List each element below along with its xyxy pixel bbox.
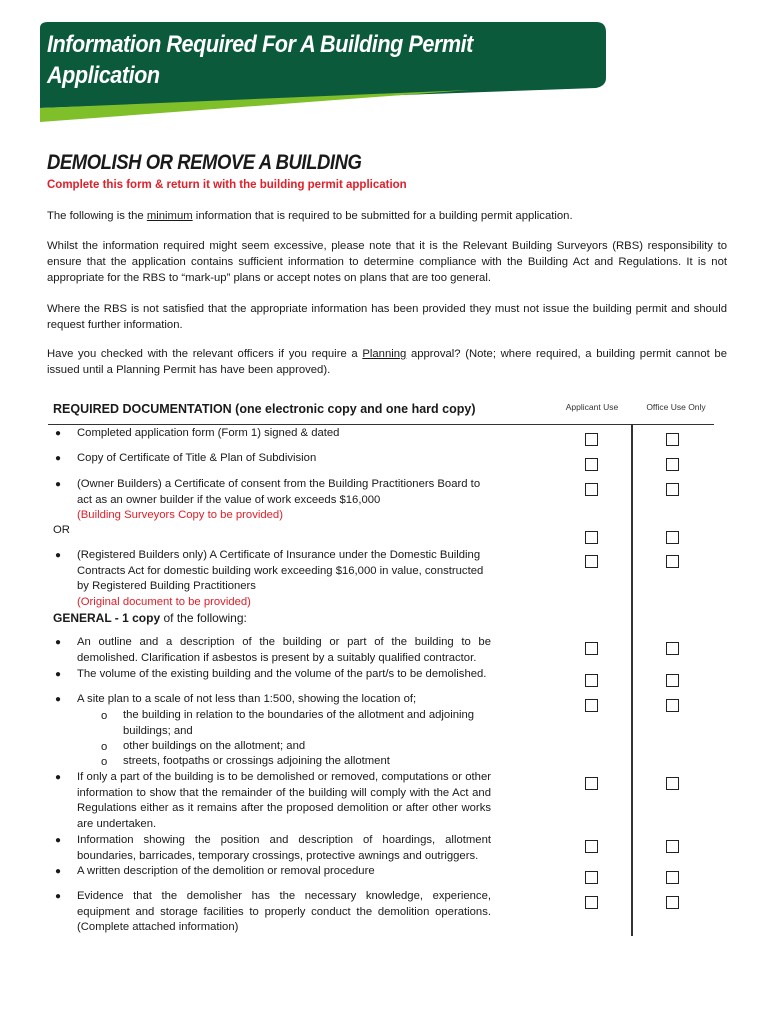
general-outline: An outline and a description of the building or part of the building to be demolished. Clarification if asbestos is present by a suitably qualified contractor.	[77, 636, 491, 664]
office-checkbox-site-plan[interactable]	[666, 699, 679, 712]
applicant-checkbox-outline[interactable]	[585, 642, 598, 655]
intro-paragraph-2: Whilst the information required might seem excessive, please note that it is the Relevant Building Surveyors (RBS) responsibility to ensure that the application contains sufficient information to determine compliance with the Building Act and Regulations. It is not appropriate for the RBS to “mark-up” plans or accept notes on plans that are too general.	[47, 240, 727, 284]
bullet-icon: ●	[55, 453, 62, 464]
item-title-copy: Copy of Certificate of Title & Plan of Subdivision	[77, 452, 317, 464]
general-volume: The volume of the existing building and the volume of the part/s to be demolished.	[77, 668, 487, 680]
applicant-checkbox-hoardings[interactable]	[585, 840, 598, 853]
applicant-checkbox-evidence[interactable]	[585, 896, 598, 909]
page-title-line1: Information Required For A Building Permit	[47, 31, 473, 58]
general-procedure: A written description of the demolition or removal procedure	[77, 865, 375, 877]
section-title: DEMOLISH OR REMOVE A BUILDING	[47, 151, 362, 174]
general-evidence: Evidence that the demolisher has the necessary knowledge, experience, equipment and storage facilities to properly conduct the demolition operations. (Complete attached information)	[77, 890, 491, 933]
bullet-icon: ●	[55, 694, 62, 705]
sub-bullet-icon: o	[101, 741, 108, 753]
page-title-line2: Application	[47, 62, 160, 89]
required-documentation-heading: REQUIRED DOCUMENTATION (one electronic copy and one hard copy)	[53, 402, 476, 416]
bullet-icon: ●	[55, 835, 62, 846]
col-office-use: Office Use Only	[646, 402, 706, 412]
office-checkbox-title[interactable]	[666, 458, 679, 471]
general-site-plan: A site plan to a scale of not less than 1:500, showing the location of;	[77, 693, 417, 705]
intro-paragraph-1: The following is the minimum information that is required to be submitted for a building permit application.	[47, 210, 573, 222]
planning-underlined: Planning	[362, 348, 407, 360]
office-checkbox-volume[interactable]	[666, 674, 679, 687]
applicant-checkbox-title[interactable]	[585, 458, 598, 471]
sub-bullet-icon: o	[101, 756, 108, 768]
sub-bullet-icon: o	[101, 710, 108, 722]
applicant-checkbox-site-plan[interactable]	[585, 699, 598, 712]
site-plan-other-buildings: other buildings on the allotment; and	[123, 740, 306, 752]
bullet-icon: ●	[55, 891, 62, 902]
bullet-icon: ●	[55, 479, 62, 490]
applicant-checkbox-computations[interactable]	[585, 777, 598, 790]
item-owner-builder-note: (Building Surveyors Copy to be provided)	[77, 509, 283, 521]
general-computations: If only a part of the building is to be demolished or removed, computations or other information to show that the remainder of the building will comply with the Act and Regulations either as it remains after the proposed demolition or after other works are undertaken.	[77, 771, 491, 830]
applicant-checkbox-or[interactable]	[585, 531, 598, 544]
applicant-checkbox-owner-builder[interactable]	[585, 483, 598, 496]
bullet-icon: ●	[55, 550, 62, 561]
site-plan-streets: streets, footpaths or crossings adjoining the allotment	[123, 755, 390, 767]
bullet-icon: ●	[55, 428, 62, 439]
office-checkbox-procedure[interactable]	[666, 871, 679, 884]
office-checkbox-owner-builder[interactable]	[666, 483, 679, 496]
item-registered-builder-note: (Original document to be provided)	[77, 596, 251, 608]
applicant-checkbox-volume[interactable]	[585, 674, 598, 687]
intro-paragraph-3: Where the RBS is not satisfied that the appropriate information has been provided they must not issue the building permit and should request further information.	[47, 303, 727, 331]
office-checkbox-hoardings[interactable]	[666, 840, 679, 853]
office-checkbox-outline[interactable]	[666, 642, 679, 655]
intro-paragraph-4: Have you checked with the relevant officers if you require a Planning approval? (Note; where required, a building permit cannot be issued until a Planning Permit has have been approved).	[47, 348, 727, 376]
column-divider	[631, 424, 633, 936]
office-checkbox-form1[interactable]	[666, 433, 679, 446]
applicant-checkbox-procedure[interactable]	[585, 871, 598, 884]
table-header-rule	[48, 424, 714, 425]
or-label: OR	[53, 524, 70, 536]
general-hoardings: Information showing the position and description of hoardings, allotment boundaries, barricades, temporary crossings, protective awnings and outriggers.	[77, 834, 491, 862]
minimum-underlined: minimum	[146, 210, 193, 222]
office-checkbox-computations[interactable]	[666, 777, 679, 790]
office-checkbox-or[interactable]	[666, 531, 679, 544]
site-plan-boundaries: the building in relation to the boundaries of the allotment and adjoining buildings; and	[123, 709, 475, 737]
general-heading: GENERAL - 1 copy of the following:	[53, 611, 247, 625]
bullet-icon: ●	[55, 772, 62, 783]
office-checkbox-evidence[interactable]	[666, 896, 679, 909]
section-subtitle: Complete this form & return it with the building permit application	[47, 179, 407, 191]
col-applicant-use: Applicant Use	[565, 402, 619, 412]
bullet-icon: ●	[55, 637, 62, 648]
bullet-icon: ●	[55, 669, 62, 680]
item-owner-builder: (Owner Builders) a Certificate of consent from the Building Practitioners Board to act as an owner builder if the value of work exceeds $16,000	[77, 478, 481, 506]
applicant-checkbox-form1[interactable]	[585, 433, 598, 446]
bullet-icon: ●	[55, 866, 62, 877]
item-registered-builder: (Registered Builders only) A Certificate of Insurance under the Domestic Building Contracts Act for domestic building work exceeding $16,000 in value, constructed by Registered Building Practitioners	[77, 549, 484, 592]
item-form1: Completed application form (Form 1) signed & dated	[77, 427, 340, 439]
applicant-checkbox-registered-builder[interactable]	[585, 555, 598, 568]
office-checkbox-registered-builder[interactable]	[666, 555, 679, 568]
